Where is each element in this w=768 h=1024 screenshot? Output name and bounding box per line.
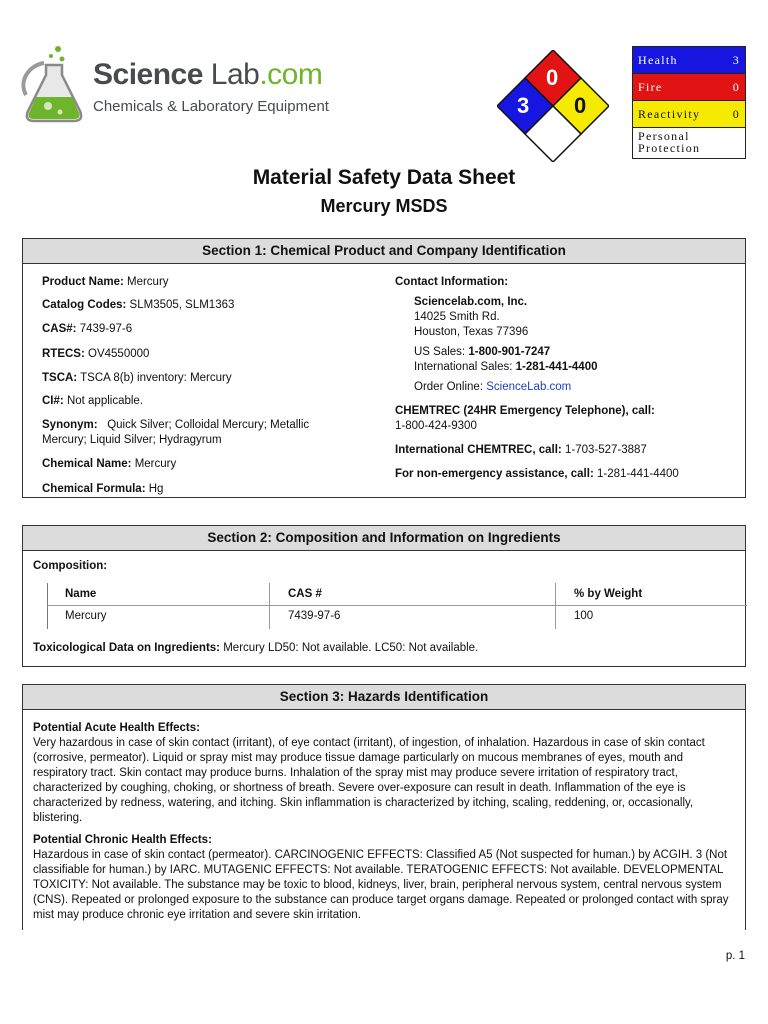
address-line-2: Houston, Texas 77396 [414,326,529,338]
product-name-value: Mercury [127,276,169,288]
rtecs-line [42,347,149,362]
product-name-line [42,275,169,290]
section-3-body [33,721,739,930]
composition-label: Composition: [33,560,108,572]
brand-science-text: Science [93,58,203,91]
chronic-effects-label: Potential Chronic Health Effects: [33,834,212,846]
toxicological-data-line [33,641,478,656]
rtecs-value: OV4550000 [88,348,150,360]
nfpa-fire-value: 0 [546,65,559,90]
chemical-formula-value: Hg [148,483,164,495]
synonym-value-1: Quick Silver; Colloidal Mercury; Metallic [107,419,310,431]
intl-sales-label: International Sales: [414,361,513,373]
ci-line [42,394,143,409]
chemtrec-phone: 1-800-424-9300 [395,420,477,432]
hmis-reactivity-row [633,101,745,128]
chemical-name-label: Chemical Name: [42,458,132,470]
us-sales-label: US Sales: [414,346,466,358]
nonemergency-phone: 1-281-441-4400 [596,468,679,480]
cell-cas: 7439-97-6 [288,610,341,622]
hmis-fire-label: Fire [638,79,663,94]
table-row [47,605,747,627]
tsca-value: TSCA 8(b) inventory: Mercury [80,372,232,384]
chemical-name-value: Mercury [134,458,177,470]
hmis-reactivity-value: 0 [732,106,740,121]
us-sales-phone: 1-800-901-7247 [468,346,551,358]
intl-chemtrec-phone: 1-703-527-3887 [564,444,647,456]
chemical-formula-line [42,482,163,497]
table-header-row [47,583,747,605]
toxicological-label: Toxicological Data on Ingredients: [33,642,221,654]
acute-effects-label: Potential Acute Health Effects: [33,722,200,734]
nonemergency-label: For non-emergency assistance, call: [395,468,594,480]
cas-label: CAS#: [42,323,77,335]
hmis-health-label: Health [638,52,678,67]
composition-table [47,583,747,627]
acute-effects-text: Very hazardous in case of skin contact (irritant), of eye contact (irritant), of ingestion, of inhalation. Hazardous in case of skin contact (corrosive, permeator). Liquid or spray mist may produce tissue damage particularly on mucous membranes of eyes, mouth and respiratory tract. Skin contact may produce burns. Inhalation of the spray mist may produce severe irritation of respiratory tract, characterized by coughing, choking, or shortness of breath. Severe over-exposure can result in death. Inflammation of the eye is characterized by redness, watering, and itching. Skin inflammation is characterized by itching, scaling, reddening, or, occasionally, blistering. [33,737,705,824]
synonym-label: Synonym: [42,419,98,431]
section-3-heading: Section 3: Hazards Identification [23,685,745,710]
section-1-heading: Section 1: Chemical Product and Company Identification [23,239,745,264]
chemical-name-line [42,457,176,472]
order-online-line [414,380,571,395]
intl-sales-phone: 1-281-441-4400 [515,361,598,373]
synonym-line-1 [42,418,352,433]
flask-icon [18,45,88,127]
brand-lab-text: Lab [202,58,260,91]
page-number: p. 1 [725,950,745,962]
intl-sales-line [414,360,598,375]
hmis-health-row [633,47,745,74]
acute-effects-paragraph [33,721,739,826]
ci-value: Not applicable. [66,395,144,407]
hmis-rating-table [632,46,746,159]
chemtrec-label: CHEMTREC (24HR Emergency Telephone), call: [395,405,655,417]
address-line-1: 14025 Smith Rd. [414,311,500,323]
catalog-codes-label: Catalog Codes: [42,299,127,311]
chemical-formula-label: Chemical Formula: [42,483,146,495]
toxicological-value: Mercury LD50: Not available. LC50: Not available. [223,642,479,654]
nfpa-diamond-icon [497,50,609,162]
synonym-value-2: Mercury; Liquid Silver; Hydragyrum [42,434,222,446]
sciencelab-link[interactable]: ScienceLab.com [486,381,572,393]
intl-chemtrec-line [395,443,647,458]
column-header-weight: % by Weight [574,588,643,600]
chronic-effects-paragraph [33,833,739,923]
hmis-pp-label-1: Personal [638,129,690,143]
company-name: Sciencelab.com, Inc. [414,296,528,308]
section-1 [22,238,746,498]
hmis-reactivity-label: Reactivity [638,106,701,121]
column-header-name: Name [65,588,97,600]
brand-name [93,58,322,92]
sciencelab-logo[interactable] [18,40,329,130]
section-2 [22,525,746,667]
cell-name: Mercury [65,610,107,622]
document-title: Material Safety Data Sheet [252,166,516,189]
tsca-label: TSCA: [42,372,78,384]
section-2-heading: Section 2: Composition and Information on Ingredients [23,526,745,551]
nonemergency-line [395,467,679,482]
rtecs-label: RTECS: [42,348,85,360]
document-subtitle: Mercury MSDS [320,196,448,216]
synonym-block [42,418,352,448]
nfpa-health-value: 3 [517,93,530,118]
cell-weight: 100 [574,610,594,622]
cas-line [42,322,132,337]
tsca-line [42,371,232,386]
us-sales-line [414,345,550,360]
nfpa-reactivity-value: 0 [574,93,587,118]
ci-label: CI#: [42,395,64,407]
chemtrec-block [395,404,655,434]
product-name-label: Product Name: [42,276,124,288]
section-3 [22,684,746,930]
catalog-codes-value: SLM3505, SLM1363 [129,299,235,311]
chronic-effects-text: Hazardous in case of skin contact (permeator). CARCINOGENIC EFFECTS: Classified A5 (Not suspected for human.) by ACGIH. 3 (Not classifiable for human.) by IARC. MUTAGENIC EFFECTS: Not available. TERATOGENIC EFFECTS: Not available. DEVELOPMENTAL TOXICITY: Not available. The substance may be toxic to blood, kidneys, liver, brain, peripheral nervous system, central nervous system (CNS). Repeated or prolonged exposure to the substance can produce target organs damage. Repeated or prolonged contact with spray mist may produce chronic eye irritation and severe skin irritation. [33,849,729,921]
contact-info-label: Contact Information: [395,276,509,288]
hmis-fire-value: 0 [732,79,740,94]
hmis-pp-label-2: Protection [638,141,701,155]
hmis-health-value: 3 [732,52,740,67]
brand-tagline: Chemicals & Laboratory Equipment [93,98,329,115]
order-online-label: Order Online: [414,381,484,393]
column-header-cas: CAS # [288,588,322,600]
catalog-codes-line [42,298,234,313]
hmis-personal-protection-row [633,128,745,158]
intl-chemtrec-label: International CHEMTREC, call: [395,444,562,456]
brand-com-text: .com [259,58,323,91]
cas-value: 7439-97-6 [79,323,133,335]
hmis-fire-row [633,74,745,101]
